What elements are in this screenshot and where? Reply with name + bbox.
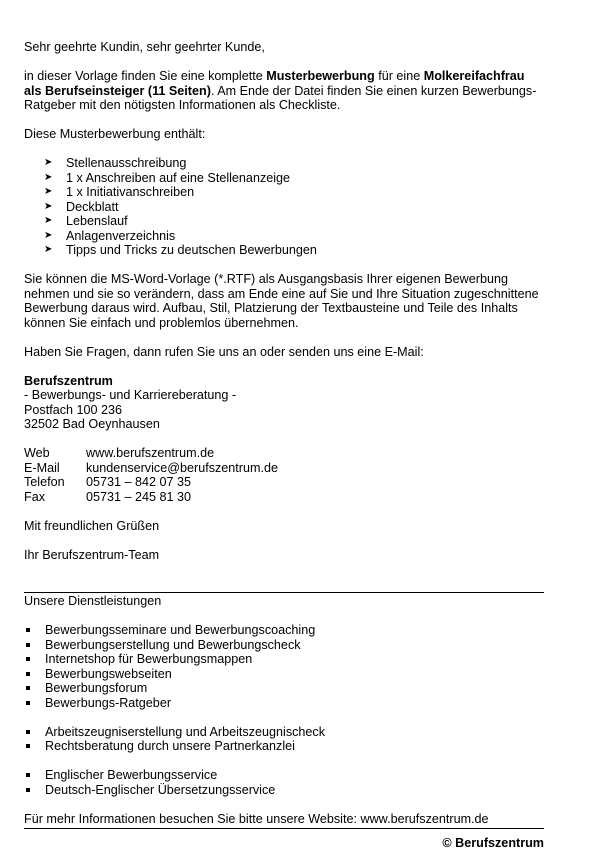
- arrow-bullet-icon: ➤: [44, 157, 53, 168]
- list-item: ➤ Anlagenverzeichnis: [44, 228, 176, 243]
- salutation: Sehr geehrte Kundin, sehr geehrter Kunde,: [24, 40, 265, 54]
- footer-divider: [24, 828, 544, 829]
- list-item: ➤ Deckblatt: [44, 199, 119, 214]
- contact-row-email: E-Mail kundenservice@berufszentrum.de: [24, 460, 278, 475]
- document-body: [24, 40, 544, 829]
- square-bullet-icon: [26, 701, 30, 705]
- intro-text-3: . Am Ende der Datei finden Sie einen kurzen Bewerbungs-Ratgeber mit den nötigsten Informationen als Checkliste.: [24, 83, 537, 112]
- square-bullet-icon: [26, 657, 30, 661]
- square-bullet-icon: [26, 686, 30, 690]
- more-info-text: Für mehr Informationen besuchen Sie bitte unsere Website: www.berufszentrum.de: [24, 811, 489, 826]
- list-item: Arbeitszeugniserstellung und Arbeitszeugnischeck: [24, 725, 544, 740]
- phone-number: 05731 – 842 07 35: [86, 475, 192, 489]
- contact-row-web: Web www.berufszentrum.de: [24, 446, 215, 460]
- square-bullet-icon: [26, 788, 30, 792]
- arrow-bullet-icon: ➤: [44, 186, 53, 197]
- list-item: Rechtsberatung durch unsere Partnerkanzlei: [24, 739, 544, 754]
- arrow-bullet-icon: ➤: [44, 215, 53, 226]
- city: 32502 Bad Oeynhausen: [24, 417, 160, 431]
- fax-number: 05731 – 245 81 30: [86, 489, 192, 504]
- intro-text-1: in dieser Vorlage finden Sie eine komplette: [24, 69, 267, 83]
- email-link[interactable]: kundenservice@berufszentrum.de: [86, 460, 278, 475]
- list-item: ➤ Lebenslauf: [44, 214, 128, 228]
- square-bullet-icon: [26, 628, 30, 632]
- list-item: Bewerbungserstellung und Bewerbungscheck: [24, 638, 544, 653]
- list-item: ➤ Tipps und Tricks zu deutschen Bewerbungen: [44, 243, 317, 257]
- company-name: Berufszentrum: [24, 373, 113, 388]
- arrow-bullet-icon: ➤: [44, 244, 53, 255]
- list-item: ➤ 1 x Anschreiben auf eine Stellenanzeige: [44, 170, 291, 185]
- square-bullet-icon: [26, 643, 30, 647]
- list-item: Bewerbungsforum: [24, 681, 544, 696]
- list-item: Bewerbungsseminare und Bewerbungscoaching: [24, 623, 544, 638]
- section-divider: [24, 592, 544, 593]
- closing: Mit freundlichen Grüßen: [24, 518, 160, 533]
- postbox: Postfach 100 236: [24, 402, 123, 417]
- square-bullet-icon: [26, 672, 30, 676]
- list-item: ➤ 1 x Initiativanschreiben: [44, 185, 195, 199]
- contact-row-phone: Telefon 05731 – 842 07 35: [24, 475, 192, 489]
- contents-list: [24, 156, 544, 258]
- intro-paragraph: [24, 69, 544, 113]
- contact-row-fax: Fax 05731 – 245 81 30: [24, 489, 192, 504]
- services-list-3: [24, 768, 544, 797]
- contents-heading: Diese Musterbewerbung enthält:: [24, 127, 206, 141]
- intro-bold-1: Musterbewerbung: [266, 69, 375, 83]
- company-subtitle: - Bewerbungs- und Karriereberatung -: [24, 388, 237, 402]
- address-block: [24, 374, 544, 432]
- arrow-bullet-icon: ➤: [44, 171, 53, 183]
- list-item: Bewerbungs-Ratgeber: [24, 696, 544, 711]
- list-item: Deutsch-Englischer Übersetzungsservice: [24, 783, 544, 798]
- square-bullet-icon: [26, 744, 30, 748]
- list-item: Internetshop für Bewerbungsmappen: [24, 652, 544, 667]
- square-bullet-icon: [26, 730, 30, 734]
- services-list-1: [24, 623, 544, 710]
- list-item: Englischer Bewerbungsservice: [24, 768, 544, 783]
- intro-bold-2: Molkereifachfrau als Berufseinsteiger (11 Seiten): [24, 69, 525, 98]
- contact-block: [24, 446, 544, 504]
- usage-paragraph: Sie können die MS-Word-Vorlage (*.RTF) als Ausgangsbasis Ihrer eigenen Bewerbung nehmen und sie so verändern, dass am Ende eine auf Sie und Ihre Situation zugeschnittene Bewerbung daraus wird. Aufbau, Stil, Platzierung der Textbausteine und Teile des Inhalts können Sie einfach und problemlos übernehmen.: [24, 272, 539, 330]
- arrow-bullet-icon: ➤: [44, 200, 53, 212]
- services-heading: Unsere Dienstleistungen: [24, 594, 162, 608]
- arrow-bullet-icon: ➤: [44, 229, 53, 241]
- list-item: ➤ Stellenausschreibung: [44, 156, 187, 170]
- signature: Ihr Berufszentrum-Team: [24, 547, 160, 562]
- list-item: Bewerbungswebseiten: [24, 667, 544, 682]
- intro-text-2: für eine: [374, 69, 424, 83]
- questions-text: Haben Sie Fragen, dann rufen Sie uns an oder senden uns eine E-Mail:: [24, 344, 424, 359]
- services-list-2: [24, 725, 544, 754]
- web-link[interactable]: www.berufszentrum.de: [86, 446, 215, 460]
- footer-brand: © Berufszentrum: [442, 835, 544, 850]
- square-bullet-icon: [26, 773, 30, 777]
